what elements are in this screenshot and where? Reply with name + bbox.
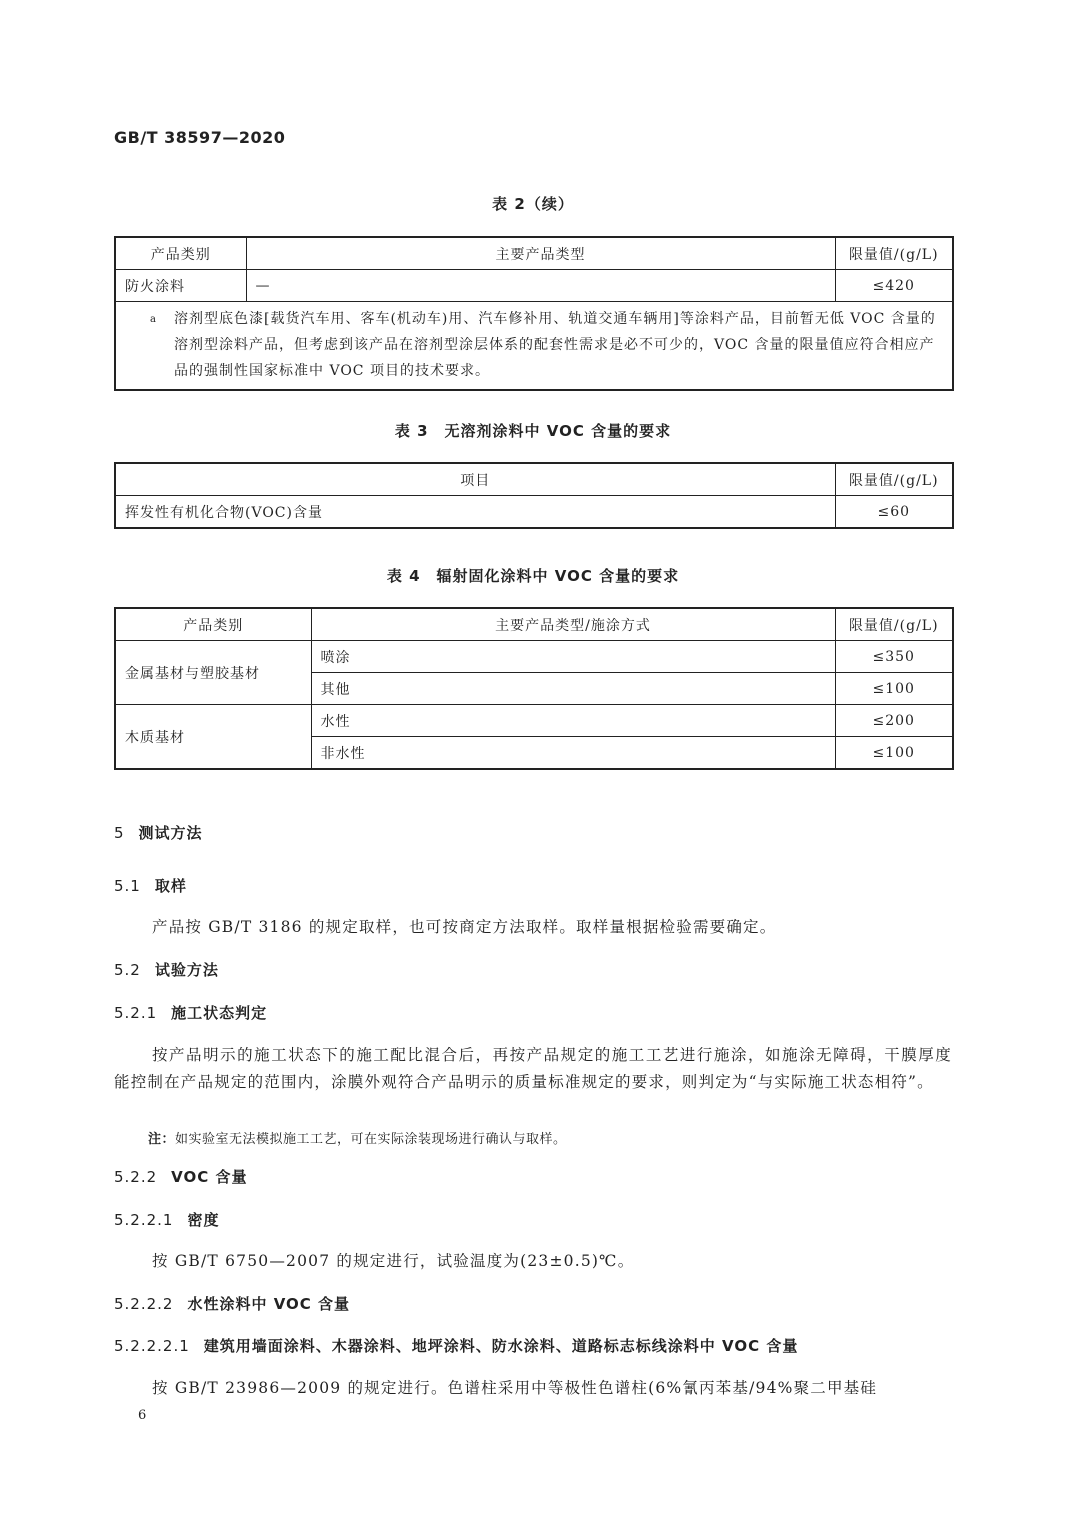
- table4: [114, 607, 954, 770]
- table2-cell-limit: ≤420: [835, 270, 953, 302]
- section-title: 水性涂料中 VOC 含量: [187, 1295, 351, 1313]
- note-text: 如实验室无法模拟施工工艺，可在实际涂装现场进行确认与取样。: [175, 1132, 567, 1147]
- section-number: 5.2.2.2.1: [114, 1337, 190, 1355]
- section-number: 5.2.2.1: [114, 1211, 174, 1229]
- table4-cell-limit: ≤100: [835, 737, 953, 770]
- table4-cell-limit: ≤200: [835, 705, 953, 737]
- section-number: 5.2: [114, 961, 141, 979]
- section-5-2-2-2-1-heading: [114, 1335, 798, 1356]
- table4-cell-limit: ≤100: [835, 673, 953, 705]
- section-5-2-2-1-heading: [114, 1209, 220, 1230]
- section-title: 取样: [154, 877, 187, 895]
- section-number: 5.2.1: [114, 1004, 158, 1022]
- section-5-2-2-2-1-paragraph: 按 GB/T 23986—2009 的规定进行。色谱柱采用中等极性色谱柱(6%氰丙苯基/94%聚二甲基硅: [152, 1379, 878, 1397]
- section-5-1-paragraph: 产品按 GB/T 3186 的规定取样，也可按商定方法取样。取样量根据检验需要确定。: [152, 918, 777, 936]
- table-row: [115, 270, 953, 302]
- table4-cell-method: 非水性: [311, 737, 835, 770]
- table3-cell-limit: ≤60: [835, 496, 953, 529]
- section-5-2-2-1-paragraph: 按 GB/T 6750—2007 的规定进行，试验温度为(23±0.5)℃。: [152, 1252, 635, 1270]
- section-5-2-1-note: [148, 1128, 567, 1147]
- table3-header-cell: 限量值/(g/L): [835, 463, 953, 496]
- table4-header-row: [115, 608, 953, 641]
- table2-header-cell: 主要产品类型: [246, 237, 835, 270]
- footnote-text: 溶剂型底色漆[载货汽车用、客车(机动车)用、汽车修补用、轨道交通车辆用]等涂料产品，目前暂无低 VOC 含量的溶剂型涂料产品，但考虑到该产品在溶剂型涂层体系的配套性需求是必不可少的，VOC 含量的限量值应符合相应产品的强制性国家标准中 VOC 项目的技术要求。: [174, 311, 936, 379]
- table4-header-cell: 产品类别: [115, 608, 311, 641]
- table4-header-cell: 主要产品类型/施涂方式: [311, 608, 835, 641]
- table2-cell-type: —: [246, 270, 835, 302]
- table4-header-cell: 限量值/(g/L): [835, 608, 953, 641]
- section-title: 测试方法: [138, 824, 203, 842]
- footnote-marker: a: [150, 314, 157, 325]
- table2-cell-category: 防火涂料: [115, 270, 246, 302]
- table3-header-row: [115, 463, 953, 496]
- section-5-1-heading: [114, 875, 187, 896]
- table4-cell-limit: ≤350: [835, 641, 953, 673]
- table2-footnote-row: [115, 302, 953, 391]
- table2-header-cell: 限量值/(g/L): [835, 237, 953, 270]
- table2-header-cell: 产品类别: [115, 237, 246, 270]
- section-number: 5: [114, 824, 125, 842]
- section-5-2-heading: [114, 959, 219, 980]
- section-title: 密度: [187, 1211, 220, 1229]
- section-title: 施工状态判定: [171, 1004, 268, 1022]
- page-number: 6: [138, 1408, 147, 1423]
- table3-cell-item: 挥发性有机化合物(VOC)含量: [115, 496, 835, 529]
- section-title: VOC 含量: [171, 1168, 248, 1186]
- table4-caption: 表 4 辐射固化涂料中 VOC 含量的要求: [386, 567, 680, 585]
- table4-cell-category: 木质基材: [115, 705, 311, 770]
- table4-cell-method: 其他: [311, 673, 835, 705]
- table3: [114, 462, 954, 529]
- table-row: [115, 496, 953, 529]
- table3-caption: 表 3 无溶剂涂料中 VOC 含量的要求: [394, 422, 672, 440]
- table2-footnote: [115, 302, 953, 391]
- section-title: 建筑用墙面涂料、木器涂料、地坪涂料、防水涂料、道路标志标线涂料中 VOC 含量: [203, 1337, 799, 1355]
- table4-cell-method: 水性: [311, 705, 835, 737]
- section-5-2-2-heading: [114, 1166, 248, 1187]
- table4-cell-category: 金属基材与塑胶基材: [115, 641, 311, 705]
- section-5-heading: [114, 822, 203, 843]
- table2: [114, 236, 954, 391]
- section-number: 5.2.2.2: [114, 1295, 174, 1313]
- section-number: 5.1: [114, 877, 141, 895]
- table4-cell-method: 喷涂: [311, 641, 835, 673]
- section-5-2-1-paragraph: 按产品明示的施工状态下的施工配比混合后，再按产品规定的施工工艺进行施涂，如施涂无障碍，干膜厚度能控制在产品规定的范围内，涂膜外观符合产品明示的质量标准规定的要求，则判定为“与实际施工状态相符”。: [114, 1046, 952, 1091]
- table-row: [115, 641, 953, 673]
- section-5-2-2-2-heading: [114, 1293, 350, 1314]
- note-label: 注：: [148, 1132, 176, 1147]
- table2-caption: 表 2（续）: [492, 195, 574, 213]
- section-title: 试验方法: [154, 961, 219, 979]
- section-number: 5.2.2: [114, 1168, 158, 1186]
- table3-header-cell: 项目: [115, 463, 835, 496]
- table2-header-row: [115, 237, 953, 270]
- table-row: [115, 705, 953, 737]
- section-5-2-1-heading: [114, 1002, 267, 1023]
- document-id: GB/T 38597—2020: [114, 128, 286, 147]
